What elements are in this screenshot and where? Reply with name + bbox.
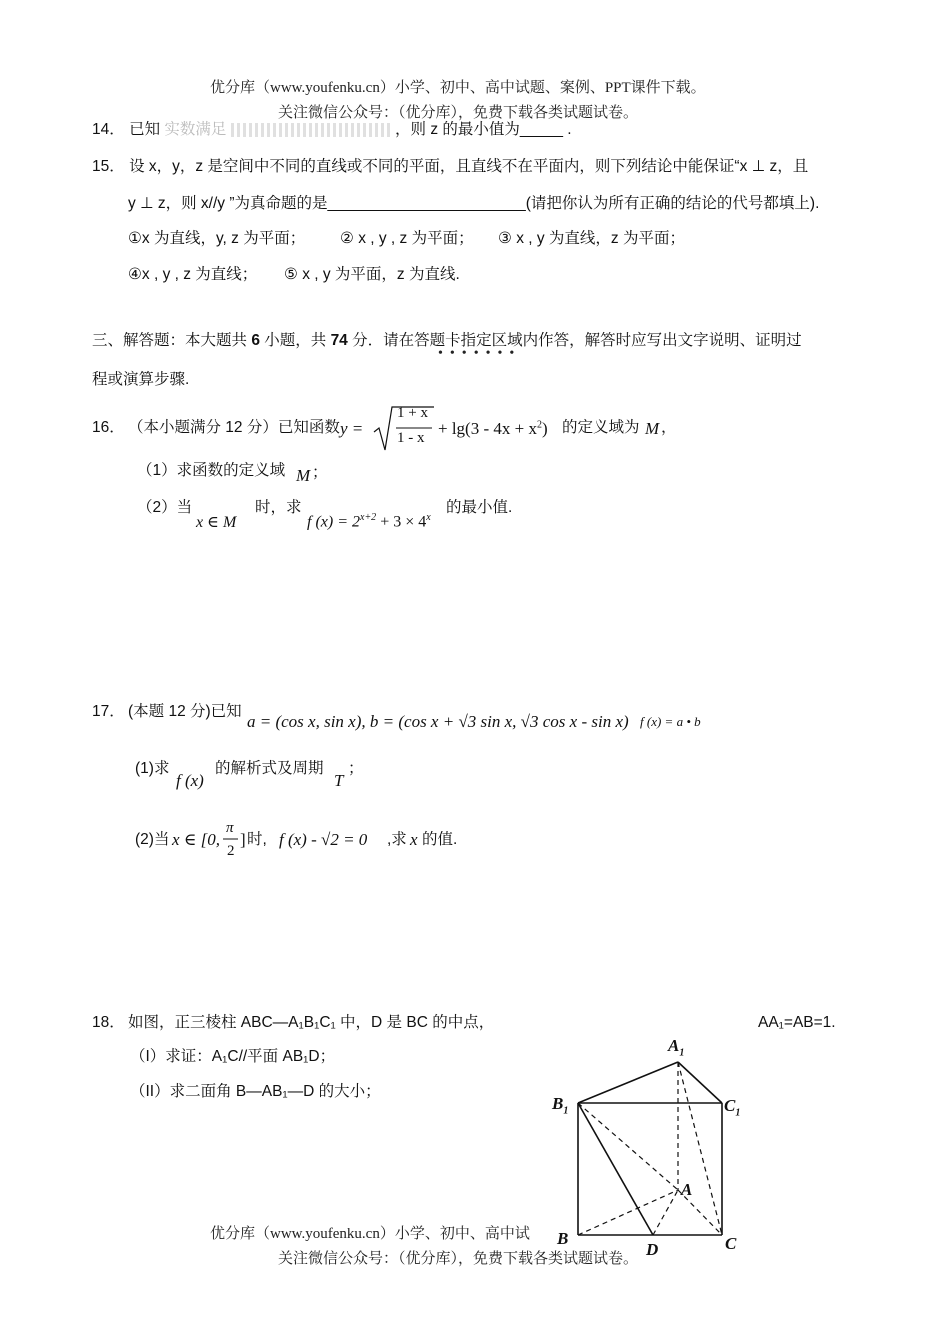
q16-lg-close: ) <box>541 419 548 438</box>
q17-part-2-x: x <box>410 830 418 849</box>
label-d: D <box>646 1240 659 1259</box>
q15-text-1: 设 x，y，z 是空间中不同的直线或不同的平面，且直线不在平面内，则下列结论中能保证“x ⊥ z，且 <box>129 158 809 175</box>
q17-part-1-end: ； <box>348 760 364 777</box>
q16-denominator: 1 - x <box>397 430 425 446</box>
q17-part-2-equation: f (x) - √2 = 0 <box>279 830 368 849</box>
label-b: B <box>557 1229 569 1248</box>
q14 <box>92 122 572 138</box>
edge-a1-c1 <box>678 1062 722 1103</box>
footer-line-2: 关注微信公众号：（优分库），免费下载各类试题试卷。 <box>278 1251 639 1267</box>
header-line-1: 优分库（www.youfenku.cn）小学、初中、高中试题、案例、PPT课件下载。 <box>210 80 706 96</box>
label-c1 <box>724 1096 740 1118</box>
q17-part-1-mid: 的解析式及周期 <box>215 760 324 777</box>
q16-domain-M: M <box>645 419 660 438</box>
segment-d-a <box>653 1190 678 1235</box>
q16-f-exp1: x+2 <box>360 512 377 523</box>
header-line-2: 关注微信公众号：（优分库），免费下载各类试题试卷。 <box>278 105 639 121</box>
q18-line-1: 如图，正三棱柱 ABC—A₁B₁C₁ 中，D 是 BC 的中点， <box>128 1014 495 1031</box>
section-3-count: 6 <box>251 332 260 349</box>
q17-intro: (本题 12 分)已知 <box>128 703 242 720</box>
label-a1-letter: A <box>668 1036 680 1055</box>
q16-lg-text: + lg(3 - 4x + x <box>438 419 537 438</box>
q14-prefix: 已知 <box>129 121 161 138</box>
segment-a1-c <box>678 1062 722 1235</box>
q17-vectors: a = (cos x, sin x), b = (cos x + √3 sin x, √3 cos x - sin x) <box>247 712 629 731</box>
q18-part-2: （II）求二面角 B—AB₁—D 的大小； <box>130 1083 381 1100</box>
q16-y-eq: y = <box>340 419 364 438</box>
label-c1-sub: 1 <box>735 1107 741 1119</box>
q14-suffix: ，则 z 的最小值为_____ . <box>395 121 572 138</box>
q16-part-1-M: M <box>296 466 311 485</box>
edge-b-a-hidden <box>578 1190 678 1235</box>
label-a1 <box>668 1036 684 1058</box>
q14-obscured-system <box>231 123 391 137</box>
q16-part-2-mid: 时，求 <box>255 499 302 516</box>
q17-f-definition: f (x) = a • b <box>640 714 701 729</box>
label-a: A <box>681 1180 693 1199</box>
q15-option-1: ①x 为直线，y, z 为平面； <box>128 230 306 247</box>
q17-part-2-pi: π <box>226 820 234 836</box>
label-b1 <box>552 1094 568 1116</box>
prism-figure <box>540 1030 770 1260</box>
q17-part-2-two: 2 <box>227 843 235 859</box>
emphasis-dots: ••••••• <box>438 346 522 361</box>
q16-numerator: 1 + x <box>397 405 428 421</box>
q15-option-5: ⑤ x , y 为平面，z 为直线. <box>284 266 460 283</box>
q16-comma: ， <box>661 419 677 436</box>
section-3-text-a: 三、解答题：本大题共 <box>92 332 252 349</box>
q16-part-1-end: ； <box>312 464 328 481</box>
q17-part-2-cond-a: x ∈ [0, <box>172 830 220 849</box>
q14-obscured-condition: 实数满足 <box>164 121 227 138</box>
q16-intro: （本小题满分 12 分）已知函数 <box>128 419 340 436</box>
segment-b1-d <box>578 1103 653 1235</box>
label-b1-letter: B <box>552 1094 564 1113</box>
label-b1-sub: 1 <box>563 1105 569 1117</box>
q17-part-1-f: f (x) <box>176 771 204 790</box>
label-a1-sub: 1 <box>679 1047 685 1059</box>
label-c: C <box>725 1234 737 1253</box>
q15-line-1 <box>92 159 808 175</box>
q17-part-1: (1)求 <box>135 760 170 777</box>
q17-number: 17． <box>92 703 125 720</box>
edge-b1-a1 <box>578 1062 678 1103</box>
q16-part-2: （2）当 <box>137 499 193 516</box>
q15-number: 15． <box>92 158 125 175</box>
q16-part-2-condition: x ∈ M <box>196 514 237 531</box>
q18-line-1-right: AA₁=AB=1. <box>758 1014 836 1031</box>
q16-lg <box>438 419 548 439</box>
q16-part-1: （1）求函数的定义域 <box>137 462 286 479</box>
section-3-text-b: 小题，共 <box>259 332 331 349</box>
q15-option-2: ② x , y , z 为平面； <box>340 230 474 247</box>
q16-part-2-end: 的最小值. <box>446 499 513 516</box>
q16-f-exp2: x <box>426 512 431 523</box>
section-3-score: 74 <box>330 332 348 349</box>
q16-tail: 的定义域为 <box>562 419 640 436</box>
q16-f-text: f (x) = 2 <box>307 513 360 531</box>
section-3-line-2: 程或演算步骤. <box>92 371 190 388</box>
q17-part-2-end-2: 的值. <box>422 831 458 848</box>
q16-f-text-2: + 3 × 4 <box>380 513 427 531</box>
q15-option-3: ③ x , y 为直线，z 为平面； <box>498 230 685 247</box>
segment-b1-a <box>578 1103 678 1190</box>
q15-option-4: ④x , y , z 为直线； <box>128 266 258 283</box>
q16-part-2-function <box>307 512 431 531</box>
q18-part-1: （I）求证：A₁C//平面 AB₁D； <box>130 1048 336 1065</box>
q17-part-2-mid: 时, <box>247 831 267 848</box>
q17-part-2: (2)当 <box>135 831 170 848</box>
footer-line-1: 优分库（www.youfenku.cn）小学、初中、高中试 <box>210 1226 530 1242</box>
q16-lg-exp: 2 <box>536 419 542 431</box>
q17-part-2-cond-b: ] <box>240 830 246 849</box>
q14-number: 14． <box>92 121 125 138</box>
q15-line-2: y ⊥ z，则 x//y ”为真命题的是_______________________(请把你认为所有正确的结论的代号都填上). <box>128 195 820 212</box>
q17-part-2-end: ,求 <box>387 831 407 848</box>
q18-number: 18． <box>92 1014 125 1031</box>
q17-part-1-T: T <box>334 771 344 790</box>
q17-fraction-bar <box>223 838 239 841</box>
q16-number: 16． <box>92 419 125 436</box>
label-c1-letter: C <box>724 1096 736 1115</box>
section-3-text-c: 分．请在答题卡指定区域内作答，解答时应写出文字说明、证明过 <box>347 332 802 349</box>
